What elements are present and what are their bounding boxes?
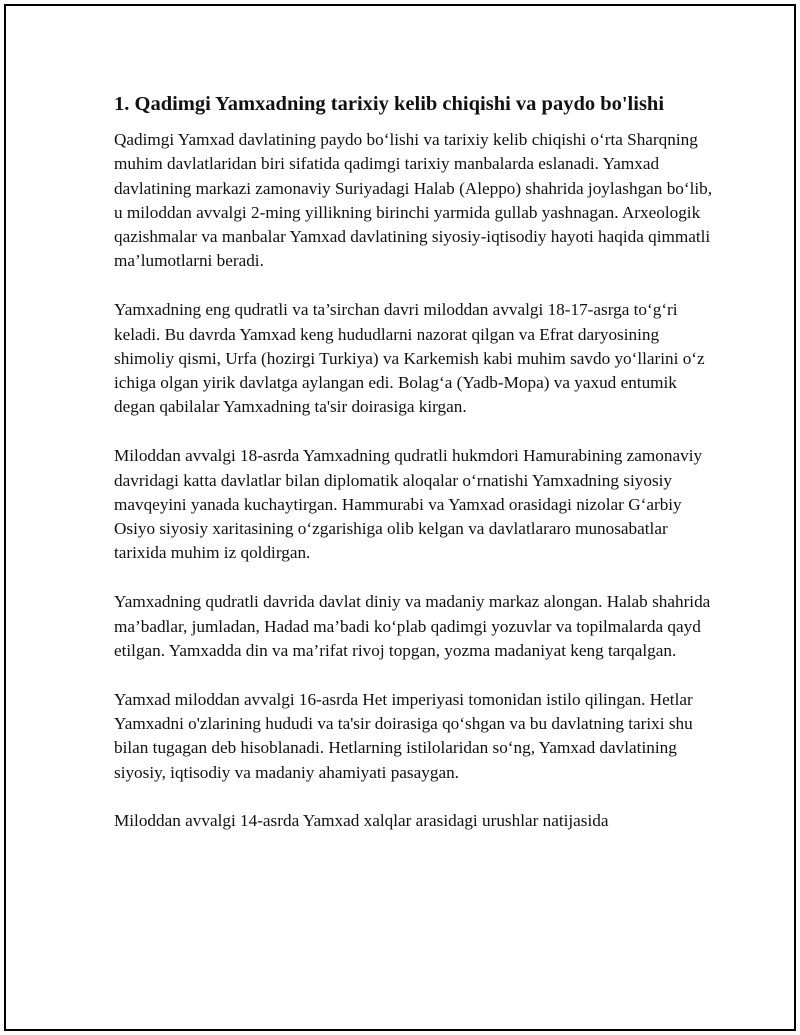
document-body	[114, 90, 714, 858]
paragraph-2: Yamxadning eng qudratli va ta’sirchan davri miloddan avvalgi 18-17-asrga to‘g‘ri keladi. Bu davrda Yamxad keng hududlarni nazorat qilgan va Efrat daryosining shimoliy qismi, Urfa (hozirgi Turkiya) va Karkemish kabi muhim savdo yo‘llarini o‘z ichiga olgan yirik davlatga aylangan edi. Bolag‘a (Yadb-Mopa) va yaxud entumik degan qabilalar Yamxadning ta'sir doirasiga kirgan.	[114, 300, 705, 417]
paragraph-6: Miloddan avvalgi 14-asrda Yamxad xalqlar arasidagi urushlar natijasida	[114, 811, 609, 831]
paragraph-4: Yamxadning qudratli davrida davlat diniy va madaniy markaz alongan. Halab shahrida ma’badlar, jumladan, Hadad ma’badi ko‘plab qadimgi yozuvlar va topilmalarda qayd etilgan. Yamxadda din va ma’rifat rivoj topgan, yozma madaniyat keng tarqalgan.	[114, 592, 711, 660]
paragraph-1: Qadimgi Yamxad davlatining paydo bo‘lishi va tarixiy kelib chiqishi o‘rta Sharqning muhim davlatlaridan biri sifatida qadimgi tarixiy manbalarda eslanadi. Yamxad davlatining markazi zamonaviy Suriyadagi Halab (Aleppo) shahrida joylashgan bo‘lib, u miloddan avvalgi 2-ming yillikning birinchi yarmida gullab yashnagan. Arxeologik qazishmalar va manbalar Yamxad davlatining siyosiy-iqtisodiy hayoti haqida qimmatli ma’lumotlarni beradi.	[114, 130, 713, 271]
paragraph-3: Miloddan avvalgi 18-asrda Yamxadning qudratli hukmdori Hamurabining zamonaviy davridagi katta davlatlar bilan diplomatik aloqalar o‘rnatishi Yamxadning siyosiy mavqeyini yanada kuchaytirgan. Hammurabi va Yamxad orasidagi nizolar G‘arbiy Osiyo siyosiy xaritasining o‘zgarishiga olib kelgan va davlatlararo munosabatlar tarixida muhim iz qoldirgan.	[114, 446, 703, 563]
paragraph-5: Yamxad miloddan avvalgi 16-asrda Het imperiyasi tomonidan istilo qilingan. Hetlar Yamxadni o'zlarining hududi va ta'sir doirasiga qo‘shgan va bu davlatning tarixi shu bilan tugagan deb hisoblanadi. Hetlarning istilolaridan so‘ng, Yamxad davlatining siyosiy, iqtisodiy va madaniy ahamiyati pasaygan.	[114, 689, 693, 782]
section-heading: 1. Qadimgi Yamxadning tarixiy kelib chiqishi va paydo bo'lishi	[114, 93, 665, 115]
